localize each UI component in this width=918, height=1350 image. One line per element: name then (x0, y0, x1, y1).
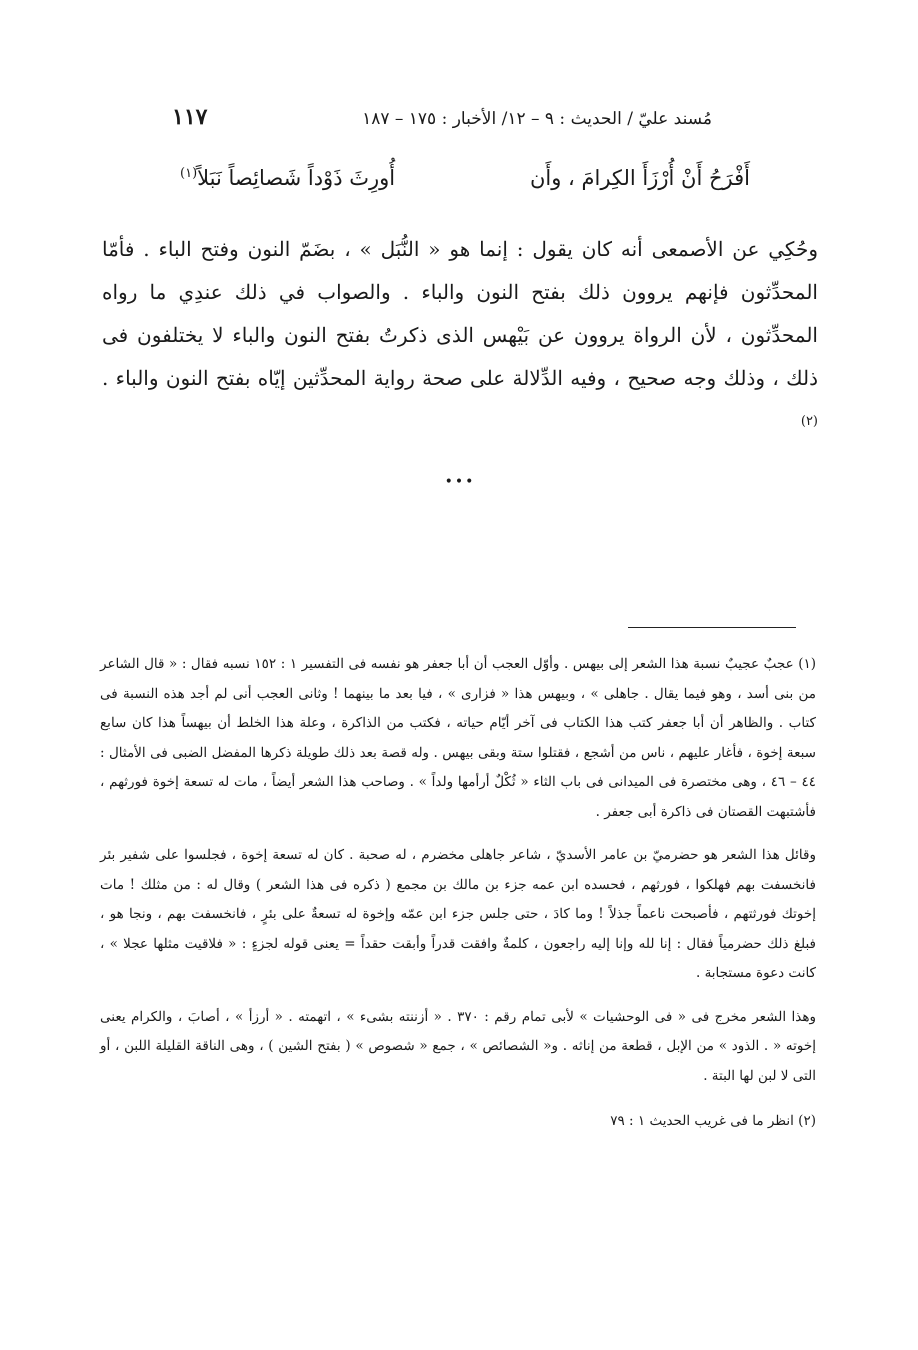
section-separator: ••• (444, 474, 476, 490)
page-number: ١١٧ (172, 104, 208, 130)
footnote-ref-2: (٢) (800, 414, 818, 429)
footnote-1-paragraph-3: وهذا الشعر مخرج فى « فى الوحشيات » لأبى تمام رقم : ٣٧٠ . « أزننته بشىء » ، اتهمته . « أرزأ » ، أصابَ ، والكرام يعنى إخوته « . الذود » من الإبل ، قطعة من إناثه . و« الشصائص » ، جمع « شصوص » ( بفتح الشين ) ، وهى الناقة القليلة اللبن ، أو التى لا لبن لها البتة . (100, 1008, 816, 1084)
poetry-verse (180, 166, 750, 190)
footnote-1-paragraph-1: (١) عجبٌ عجيبٌ نسبة هذا الشعر إلى بيهس . وأوّل العجب أن أبا جعفر هو نفسه فى التفسير ١ : ١٥٢ نسبه فقال : « قال الشاعر من بنى أسد ، وهو فيما يقال . جاهلى » ، وبيهس هذا « فزارى » ، فيا بعد ما بينهما ! وثانى العجب أنى لم أجد هذه النسبة فى كتاب . والظاهر أن أبا جعفر كتب هذا الكتاب فى آخر أيّام حياته ، فكتب من الذاكرة ، وعلة هذا الخلط أن بيهساً هذا كان سابع سبعة إخوة ، فأغار عليهم ، ناس من أشجع ، فقتلوا ستة وبقى بيهس . وله قصة بعد ذلك طويلة ذكرها المفضل الضبى فى الأمثال : ٤٤ – ٤٦ ، وهى مختصرة فى الميدانى فى باب الثاء « ثُكْلٌ أرأمها ولداً » . وصاحب هذا الشعر أيضاً ، مات له تسعة إخوة فورثهم ، فأشتبهت القصتان فى ذاكرة أبى جعفر . (100, 656, 817, 820)
footnote-divider (628, 627, 796, 628)
verse-hemistich-first: أَفْرَحُ أَنْ أُرْزَأَ الكِرامَ ، وأَن (529, 166, 750, 190)
footnote-ref-1: (١) (180, 166, 198, 181)
page-header (172, 104, 712, 144)
main-paragraph (102, 228, 818, 448)
running-head: مُسند عليّ / الحديث : ٩ – ١٢/ الأخبار : ١٧٥ – ١٨٧ (362, 109, 712, 129)
verse-hemistich-second-text: أُورِثَ ذَوْداً شَصائِصاً نَبَلاً (197, 166, 396, 190)
main-paragraph-text: وحُكِي عن الأصمعى أنه كان يقول : إنما هو « النُّبَل » ، بضَمّ النون وفتح الباء . فأمّا المحدِّثون فإنهم يروون ذلك بفتح النون والباء . والصواب في ذلك عندِي ما رواه المحدِّثون ، لأن الرواة يروون عن بَيْهس الذى ذكرتُ بفتح النون والباء لا يختلفون فى ذلك ، وذلك وجه صحيح ، وفيه الدِّلالة على صحة رواية المحدِّثين إيّاه بفتح النون والباء . (102, 237, 818, 390)
footnote-2: (٢) انظر ما فى غريب الحديث ١ : ٧٩ (610, 1113, 816, 1129)
verse-hemistich-second (180, 166, 395, 190)
footnote-1-paragraph-2: وقائل هذا الشعر هو حضرميّ بن عامر الأسديّ ، شاعر جاهلى مخضرم ، له صحبة . كان له تسعة إخوة ، فجلسوا على شفير بئر فانخسفت بهم فهلكوا ، فورثهم ، فحسده ابن عمه جزء بن مالك بن مجمع ( ذكره فى هذا الشعر ) وقال له : من مثلك ! مات إخوتك فورثتهم ، فأصبحت ناعماً جذلاً ! وما كادَ ، حتى جلس جزء ابن عمّه وإخوة له تسعةٌ على بئرٍ ، فانخسفت بهم ، ونجا هو ، فبلغ ذلك حضرمياً فقال : إنا لله وإنا إليه راجعون ، كلمةٌ وافقت قدراً وأبقت حقداً = يعنى قوله لجزءٍ : « فلاقيت مثلها عجلا » ، كانت دعوة مستجابة . (100, 847, 816, 981)
footnotes (100, 650, 816, 1137)
main-text (102, 228, 818, 448)
